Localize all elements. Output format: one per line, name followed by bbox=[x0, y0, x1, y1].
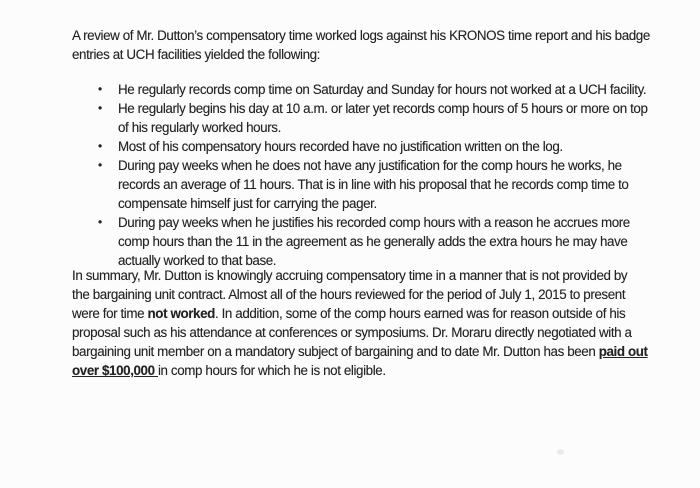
text-run: were for time bbox=[72, 306, 148, 321]
text-run: actually worked to that base. bbox=[118, 253, 277, 268]
text-run: bargaining unit member on a mandatory subject of bargaining and to date Mr. Dutton has been bbox=[72, 344, 599, 359]
text-run: . In addition, some of the comp hours earned was for reason outside of his bbox=[214, 306, 626, 321]
text-run: Most of his compensatory hours recorded have no justification written on the log. bbox=[118, 139, 563, 154]
bullet-item bbox=[98, 99, 648, 137]
bullet-item bbox=[98, 213, 648, 270]
text-line bbox=[72, 45, 650, 64]
text-line bbox=[72, 361, 648, 380]
text-run: entries at UCH facilities yielded the following: bbox=[72, 47, 320, 62]
summary-paragraph bbox=[72, 266, 648, 380]
text-run: the bargaining unit contract. Almost all of the hours reviewed for the period of July 1, 2015 to present bbox=[72, 287, 626, 302]
bullet-list bbox=[98, 80, 648, 270]
bullet-marker-icon: • bbox=[98, 158, 102, 172]
text-line bbox=[118, 232, 630, 251]
text-run: During pay weeks when he does not have any justification for the comp hours he works, he bbox=[118, 158, 622, 173]
text-line bbox=[118, 99, 648, 118]
bullet-marker-icon: • bbox=[98, 82, 102, 96]
bullet-text bbox=[118, 213, 630, 270]
bullet-marker-icon: • bbox=[98, 215, 102, 229]
text-run: He regularly records comp time on Saturday and Sunday for hours not worked at a UCH facility. bbox=[118, 82, 647, 97]
text-run: records an average of 11 hours. That is in line with his proposal that he records comp time to bbox=[118, 177, 629, 192]
text-run: A review of Mr. Dutton’s compensatory time worked logs against his KRONOS time report and his badge bbox=[72, 28, 650, 43]
intro-paragraph bbox=[72, 26, 650, 64]
text-run: During pay weeks when he justifies his recorded comp hours with a reason he accrues more bbox=[118, 215, 630, 230]
text-run: proposal such as his attendance at conferences or symposiums. Dr. Moraru directly negotiated with a bbox=[72, 325, 632, 340]
emphasized-text: over $100,000 bbox=[72, 363, 158, 378]
text-run: of his regularly worked hours. bbox=[118, 120, 281, 135]
text-line bbox=[118, 213, 630, 232]
text-line bbox=[72, 342, 648, 361]
bullet-text bbox=[118, 156, 628, 213]
text-run: compensate himself just for carrying the pager. bbox=[118, 196, 377, 211]
emphasized-text: paid out bbox=[598, 344, 648, 359]
text-run: He regularly begins his day at 10 a.m. or later yet records comp hours of 5 hours or more on top bbox=[118, 101, 648, 116]
text-line bbox=[72, 304, 648, 323]
text-line bbox=[72, 26, 650, 45]
text-run: in comp hours for which he is not eligible. bbox=[157, 363, 386, 378]
text-run: In summary, Mr. Dutton is knowingly accruing compensatory time in a manner that is not provided by bbox=[72, 268, 628, 283]
text-line bbox=[72, 266, 648, 285]
bullet-item bbox=[98, 80, 648, 99]
bullet-marker-icon: • bbox=[98, 101, 102, 115]
text-line bbox=[118, 156, 628, 175]
bullet-text bbox=[118, 80, 646, 99]
text-line bbox=[118, 80, 646, 99]
bullet-text bbox=[118, 99, 648, 137]
text-line bbox=[118, 175, 628, 194]
bullet-item bbox=[98, 156, 648, 213]
text-line bbox=[72, 285, 648, 304]
text-run: comp hours than the 11 in the agreement as he generally adds the extra hours he may have bbox=[118, 234, 628, 249]
bullet-text bbox=[118, 137, 563, 156]
bullet-marker-icon: • bbox=[98, 139, 102, 153]
text-line bbox=[72, 323, 648, 342]
emphasized-text: not worked bbox=[147, 306, 215, 321]
text-line bbox=[118, 118, 648, 137]
text-line bbox=[118, 194, 628, 213]
scan-artifact bbox=[557, 449, 564, 455]
text-line bbox=[118, 137, 563, 156]
bullet-item bbox=[98, 137, 648, 156]
